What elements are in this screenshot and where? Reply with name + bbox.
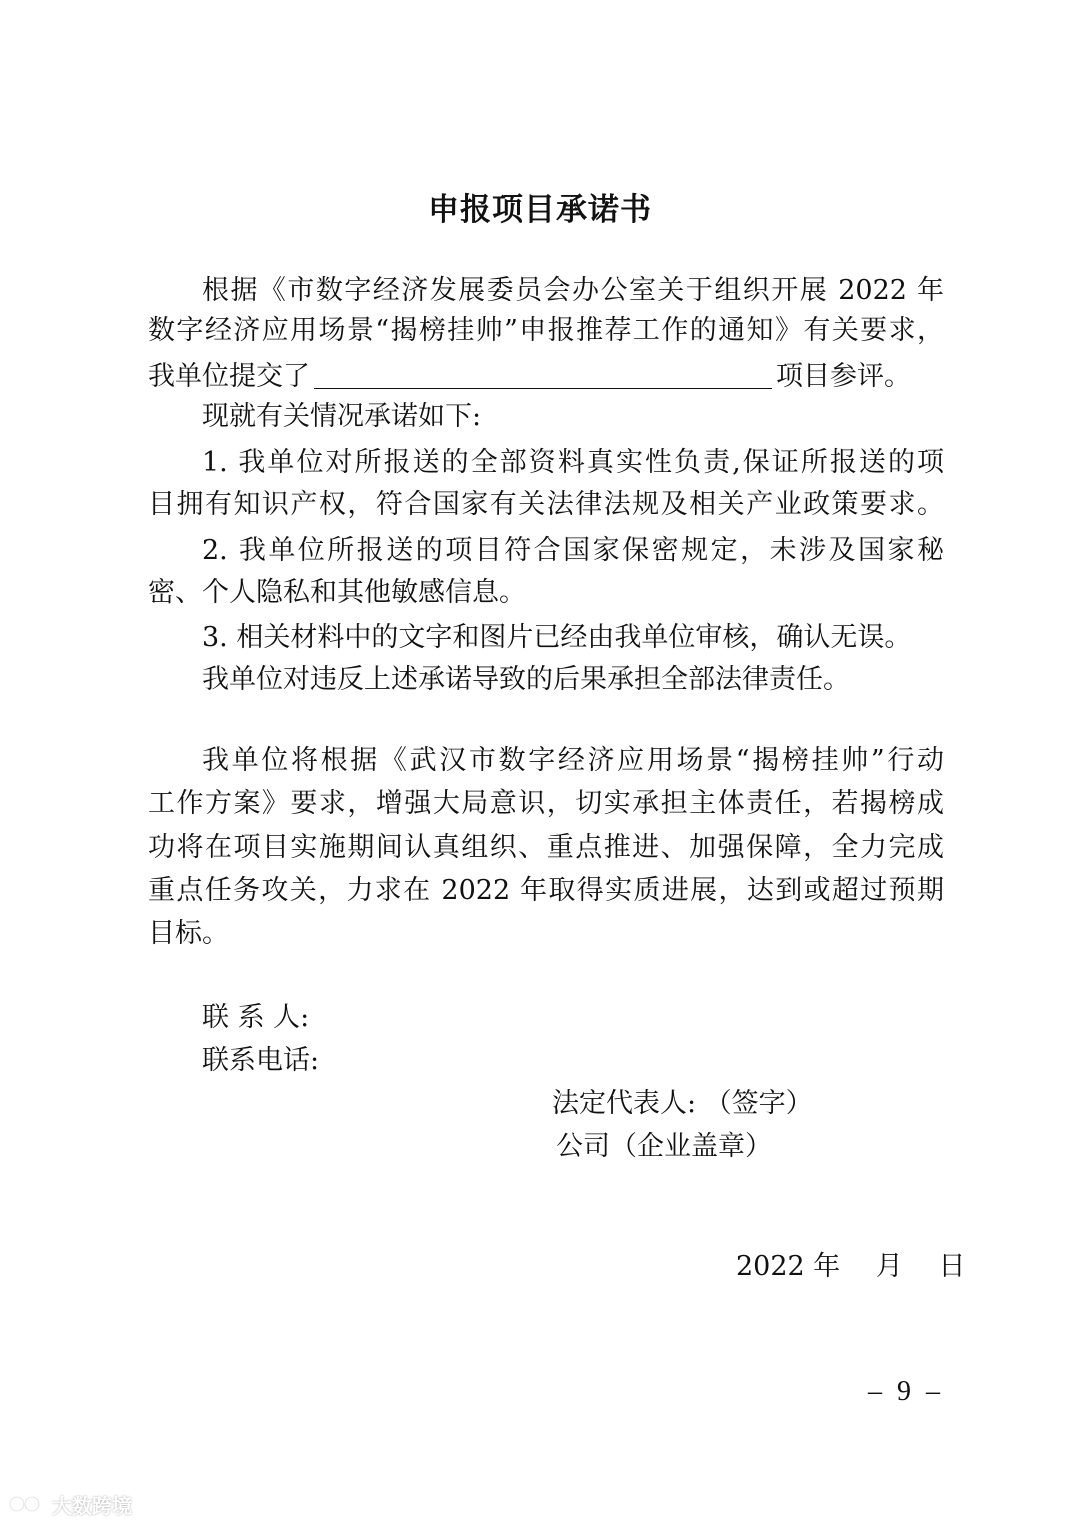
signature-date: 2022 年 月 日 <box>736 1251 966 1282</box>
item-3-line-1: 3. 相关材料中的文字和图片已经由我单位审核，确认无误。 <box>202 622 912 653</box>
watermark <box>8 1490 132 1518</box>
watermark-logo-icon <box>8 1493 48 1515</box>
commitment-intro: 现就有关情况承诺如下: <box>202 401 482 432</box>
pledge-line-1: 我单位将根据《武汉市数字经济应用场景“揭榜挂帅”行动 <box>202 745 944 776</box>
project-name-blank <box>314 362 772 389</box>
contact-person-label: 联 系 人: <box>202 1002 310 1033</box>
pledge-line-5: 目标。 <box>148 918 229 949</box>
watermark-text: 大数跨境 <box>52 1493 132 1518</box>
pledge-line-2: 工作方案》要求，增强大局意识，切实承担主体责任，若揭榜成 <box>148 788 944 819</box>
intro-line-1: 根据《市数字经济发展委员会办公室关于组织开展 2022 年 <box>202 275 944 306</box>
item-1-line-2: 目拥有知识产权，符合国家有关法律法规及相关产业政策要求。 <box>148 489 944 520</box>
legal-representative-signature: 法定代表人: （签字） <box>552 1088 813 1119</box>
contact-phone-label: 联系电话: <box>202 1045 320 1076</box>
item-2-line-1: 2. 我单位所报送的项目符合国家保密规定，未涉及国家秘 <box>202 535 944 566</box>
pledge-line-4: 重点任务攻关，力求在 2022 年取得实质进展，达到或超过预期 <box>148 875 944 906</box>
pledge-line-3: 功将在项目实施期间认真组织、重点推进、加强保障，全力完成 <box>148 832 944 863</box>
intro-line-2: 数字经济应用场景“揭榜挂帅”申报推荐工作的通知》有关要求， <box>148 315 944 346</box>
document-title: 申报项目承诺书 <box>428 192 652 228</box>
item-2-line-2: 密、个人隐私和其他敏感信息。 <box>148 577 526 608</box>
item-1-line-1: 1. 我单位对所报送的全部资料真实性负责,保证所报送的项 <box>202 447 944 478</box>
intro-line-3 <box>148 357 911 397</box>
page-number: – 9 – <box>868 1376 944 1407</box>
company-seal: 公司（企业盖章） <box>556 1131 772 1162</box>
liability-statement: 我单位对违反上述承诺导致的后果承担全部法律责任。 <box>202 664 850 695</box>
submit-prefix: 我单位提交了 <box>148 361 310 392</box>
submit-suffix: 项目参评。 <box>776 361 911 392</box>
